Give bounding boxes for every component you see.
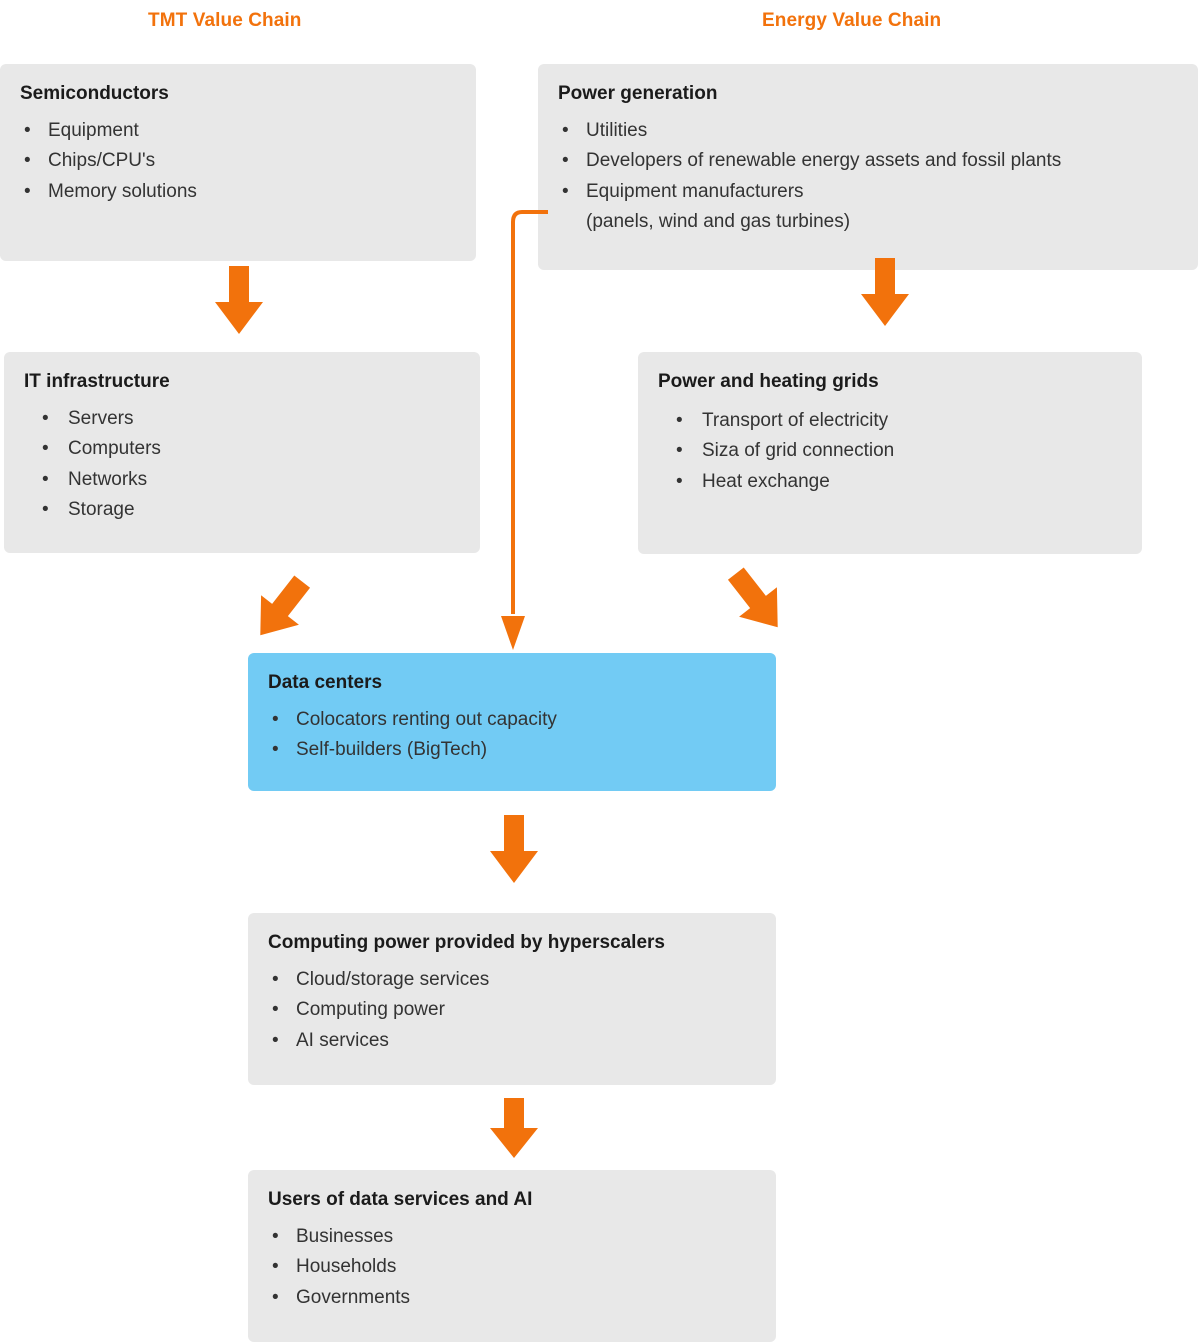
arrow-data-centers-to-computing-power xyxy=(489,815,539,885)
box-it-infrastructure xyxy=(4,352,480,553)
box-computing-power xyxy=(248,913,776,1085)
arrow-power-generation-to-data-centers xyxy=(500,200,560,660)
box-power-and-heating-grids-list xyxy=(658,406,1122,497)
list-item: • Governments xyxy=(268,1283,756,1313)
list-item: • Heat exchange xyxy=(658,467,1122,497)
box-it-infrastructure-title: IT infrastructure xyxy=(24,371,170,392)
list-item: • Servers xyxy=(24,404,460,434)
box-computing-power-list xyxy=(268,965,756,1056)
arrow-computing-power-to-users xyxy=(489,1098,539,1160)
arrow-grids-to-data-centers xyxy=(718,562,798,642)
list-item: • Self-builders (BigTech) xyxy=(268,735,756,765)
list-item: • Transport of electricity xyxy=(658,406,1122,436)
column-title-tmt: TMT Value Chain xyxy=(148,10,302,31)
box-power-and-heating-grids xyxy=(638,352,1142,554)
box-power-and-heating-grids-title: Power and heating grids xyxy=(658,371,879,392)
box-users-title: Users of data services and AI xyxy=(268,1189,533,1210)
list-item: • Equipment xyxy=(20,116,456,146)
list-item: • Developers of renewable energy assets and fossil plants xyxy=(558,146,1178,176)
list-item: • Households xyxy=(268,1252,756,1282)
box-computing-power-title: Computing power provided by hyperscalers xyxy=(268,932,665,953)
list-item: • Chips/CPU's xyxy=(20,146,456,176)
arrow-semiconductors-to-it-infrastructure xyxy=(214,266,264,336)
list-item xyxy=(558,177,1178,238)
list-item: • Networks xyxy=(24,465,460,495)
box-data-centers-list xyxy=(268,705,756,766)
arrow-power-generation-to-grids xyxy=(860,258,910,328)
list-item-subtext: (panels, wind and gas turbines) xyxy=(586,210,851,232)
box-data-centers-title: Data centers xyxy=(268,672,383,693)
list-item: • Computing power xyxy=(268,995,756,1025)
box-power-generation xyxy=(538,64,1198,270)
box-data-centers xyxy=(248,653,776,791)
list-item: • Storage xyxy=(24,495,460,525)
box-semiconductors-list xyxy=(20,116,456,207)
box-it-infrastructure-list xyxy=(24,404,460,526)
list-item: • Colocators renting out capacity xyxy=(268,705,756,735)
list-item: • AI services xyxy=(268,1026,756,1056)
box-users-of-data-services xyxy=(248,1170,776,1342)
box-power-generation-title: Power generation xyxy=(558,83,718,104)
list-item-text: Equipment manufacturers xyxy=(586,180,804,202)
box-semiconductors-title: Semiconductors xyxy=(20,83,169,104)
arrow-it-infrastructure-to-data-centers xyxy=(240,570,320,650)
list-item: • Utilities xyxy=(558,116,1178,146)
list-item: • Siza of grid connection xyxy=(658,436,1122,466)
list-item: • Businesses xyxy=(268,1222,756,1252)
box-semiconductors xyxy=(0,64,476,261)
column-title-energy: Energy Value Chain xyxy=(762,10,942,31)
box-users-list xyxy=(268,1222,756,1313)
list-item: • Computers xyxy=(24,434,460,464)
list-item: • Memory solutions xyxy=(20,177,456,207)
box-power-generation-list xyxy=(558,116,1178,238)
list-item: • Cloud/storage services xyxy=(268,965,756,995)
